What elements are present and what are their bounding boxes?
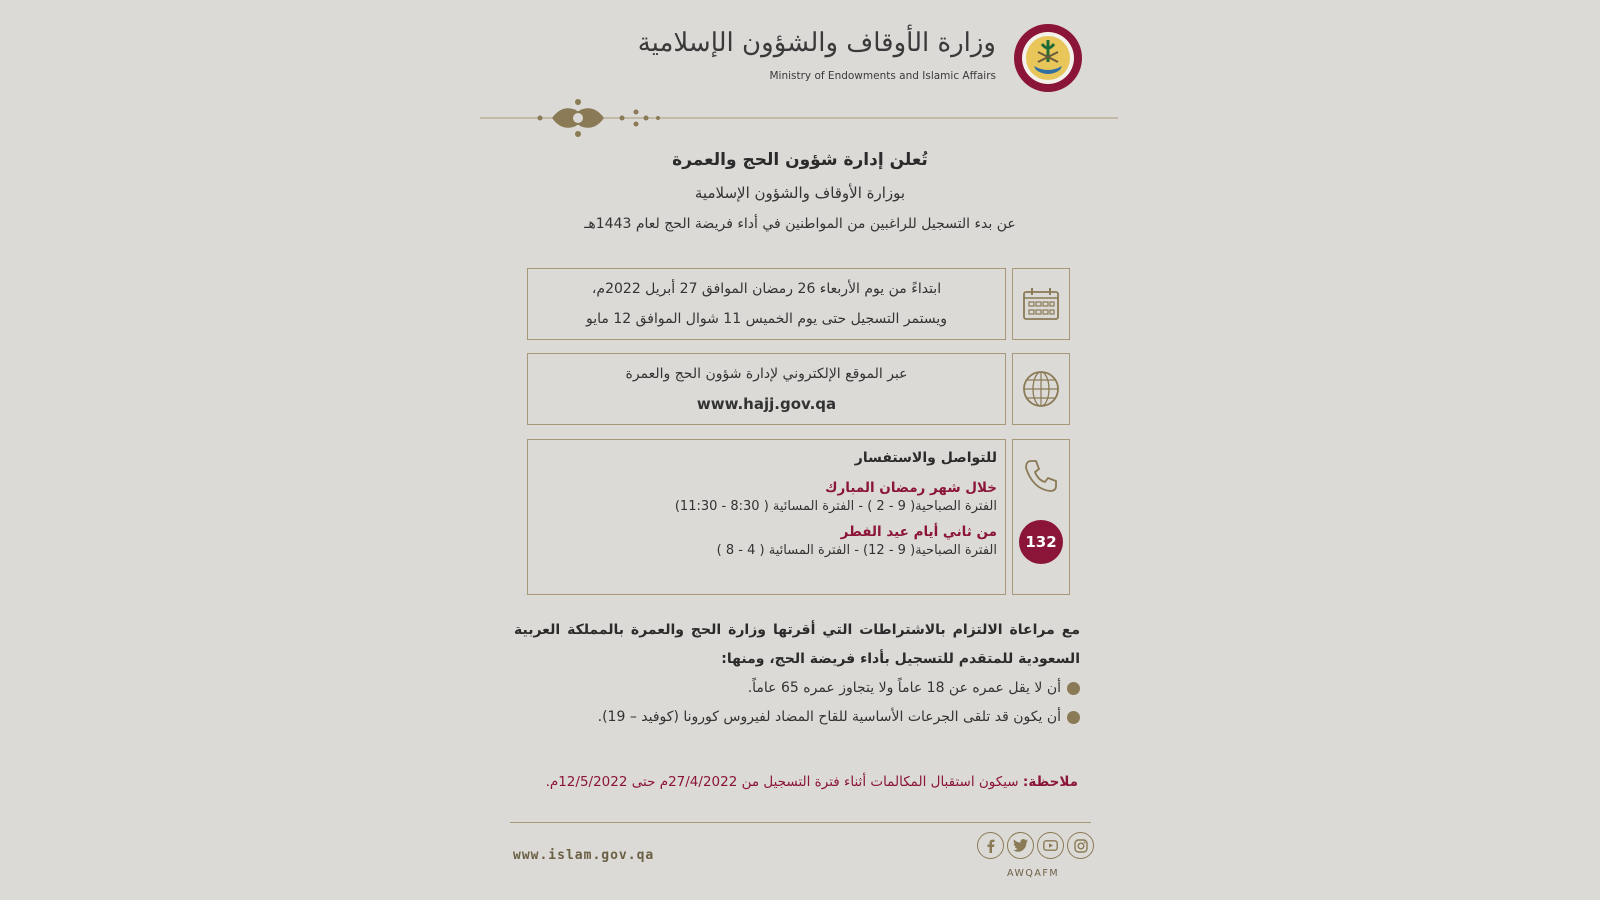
website-row bbox=[527, 353, 1070, 425]
hajj-website-link[interactable]: www.hajj.gov.qa bbox=[696, 395, 837, 413]
condition-vaccine: أن يكون قد تلقى الجرعات الأساسية للقاح المضاد لفيروس كورونا (كوفيد – 19). bbox=[597, 709, 1061, 725]
hotline-badge: 132 bbox=[1019, 520, 1063, 564]
dates-box bbox=[527, 268, 1006, 340]
globe-icon-box bbox=[1012, 353, 1070, 425]
condition-age: أن لا يقل عمره عن 18 عاماً ولا يتجاوز عمره 65 عاماً. bbox=[747, 680, 1061, 696]
condition-item bbox=[514, 674, 1080, 703]
note-text: سيكون استقبال المكالمات أثناء فترة التسجيل من 27/4/2022م حتى 12/5/2022م. bbox=[545, 774, 1019, 790]
social-handle: AWQAFM bbox=[1007, 868, 1060, 879]
footer-website-link[interactable]: www.islam.gov.qa bbox=[513, 848, 655, 863]
conditions-paragraph: مع مراعاة الالتزام بالاشتراطات التي أقرتها وزارة الحج والعمرة بالمملكة العربية السعودية للمتقدم للتسجيل بأداء فريضة الحج، ومنها: bbox=[514, 622, 1080, 667]
website-description: عبر الموقع الإلكتروني لإدارة شؤون الحج والعمرة bbox=[625, 366, 908, 382]
end-date-text: ويستمر التسجيل حتى يوم الخميس 11 شوال الموافق 12 مايو bbox=[586, 311, 948, 327]
globe-icon bbox=[1022, 370, 1060, 408]
calendar-icon bbox=[1022, 287, 1060, 321]
announcement-subtitle: بوزارة الأوقاف والشؤون الإسلامية bbox=[694, 184, 906, 202]
announcement-title: تُعلن إدارة شؤون الحج والعمرة bbox=[672, 150, 928, 170]
ministry-name-arabic: وزارة الأوقاف والشؤون الإسلامية bbox=[637, 28, 996, 58]
note bbox=[510, 774, 1078, 790]
twitter-icon[interactable] bbox=[1007, 832, 1034, 859]
condition-item bbox=[514, 703, 1080, 732]
note-label: ملاحظة: bbox=[1022, 774, 1078, 790]
announcement-description: عن بدء التسجيل للراغبين من المواطنين في أداء فريضة الحج لعام 1443هـ bbox=[584, 216, 1016, 232]
ornamental-divider bbox=[480, 96, 1118, 140]
eid-hours-title: من ثاني أيام عيد الفطر bbox=[840, 524, 997, 540]
conditions-section bbox=[514, 616, 1080, 732]
qatar-emblem-icon bbox=[1012, 22, 1084, 94]
contact-box bbox=[527, 439, 1006, 595]
phone-icon bbox=[1023, 458, 1059, 494]
header bbox=[637, 18, 1090, 98]
instagram-icon[interactable] bbox=[1067, 832, 1094, 859]
ministry-name-english: Ministry of Endowments and Islamic Affairs bbox=[769, 70, 996, 82]
ramadan-hours-title: خلال شهر رمضان المبارك bbox=[825, 480, 997, 496]
ramadan-hours: الفترة الصباحية( 9 - 2 ) - الفترة المسائية ( 8:30 - 11:30) bbox=[674, 499, 997, 514]
calendar-icon-box bbox=[1012, 268, 1070, 340]
social-links bbox=[977, 832, 1094, 859]
bullet-dot-icon bbox=[1067, 711, 1080, 724]
contact-icon-box bbox=[1012, 439, 1070, 595]
bullet-dot-icon bbox=[1067, 682, 1080, 695]
eid-hours: الفترة الصباحية( 9 - 12) - الفترة المسائية ( 4 - 8 ) bbox=[716, 543, 997, 558]
dates-row bbox=[527, 268, 1070, 340]
website-box bbox=[527, 353, 1006, 425]
start-date-text: ابتداءً من يوم الأربعاء 26 رمضان الموافق 27 أبريل 2022م، bbox=[591, 281, 942, 297]
announcement-text bbox=[500, 150, 1100, 232]
youtube-icon[interactable] bbox=[1037, 832, 1064, 859]
contact-row bbox=[527, 439, 1070, 595]
facebook-icon[interactable] bbox=[977, 832, 1004, 859]
contact-heading: للتواصل والاستفسار bbox=[854, 450, 997, 466]
footer-divider bbox=[510, 822, 1091, 823]
